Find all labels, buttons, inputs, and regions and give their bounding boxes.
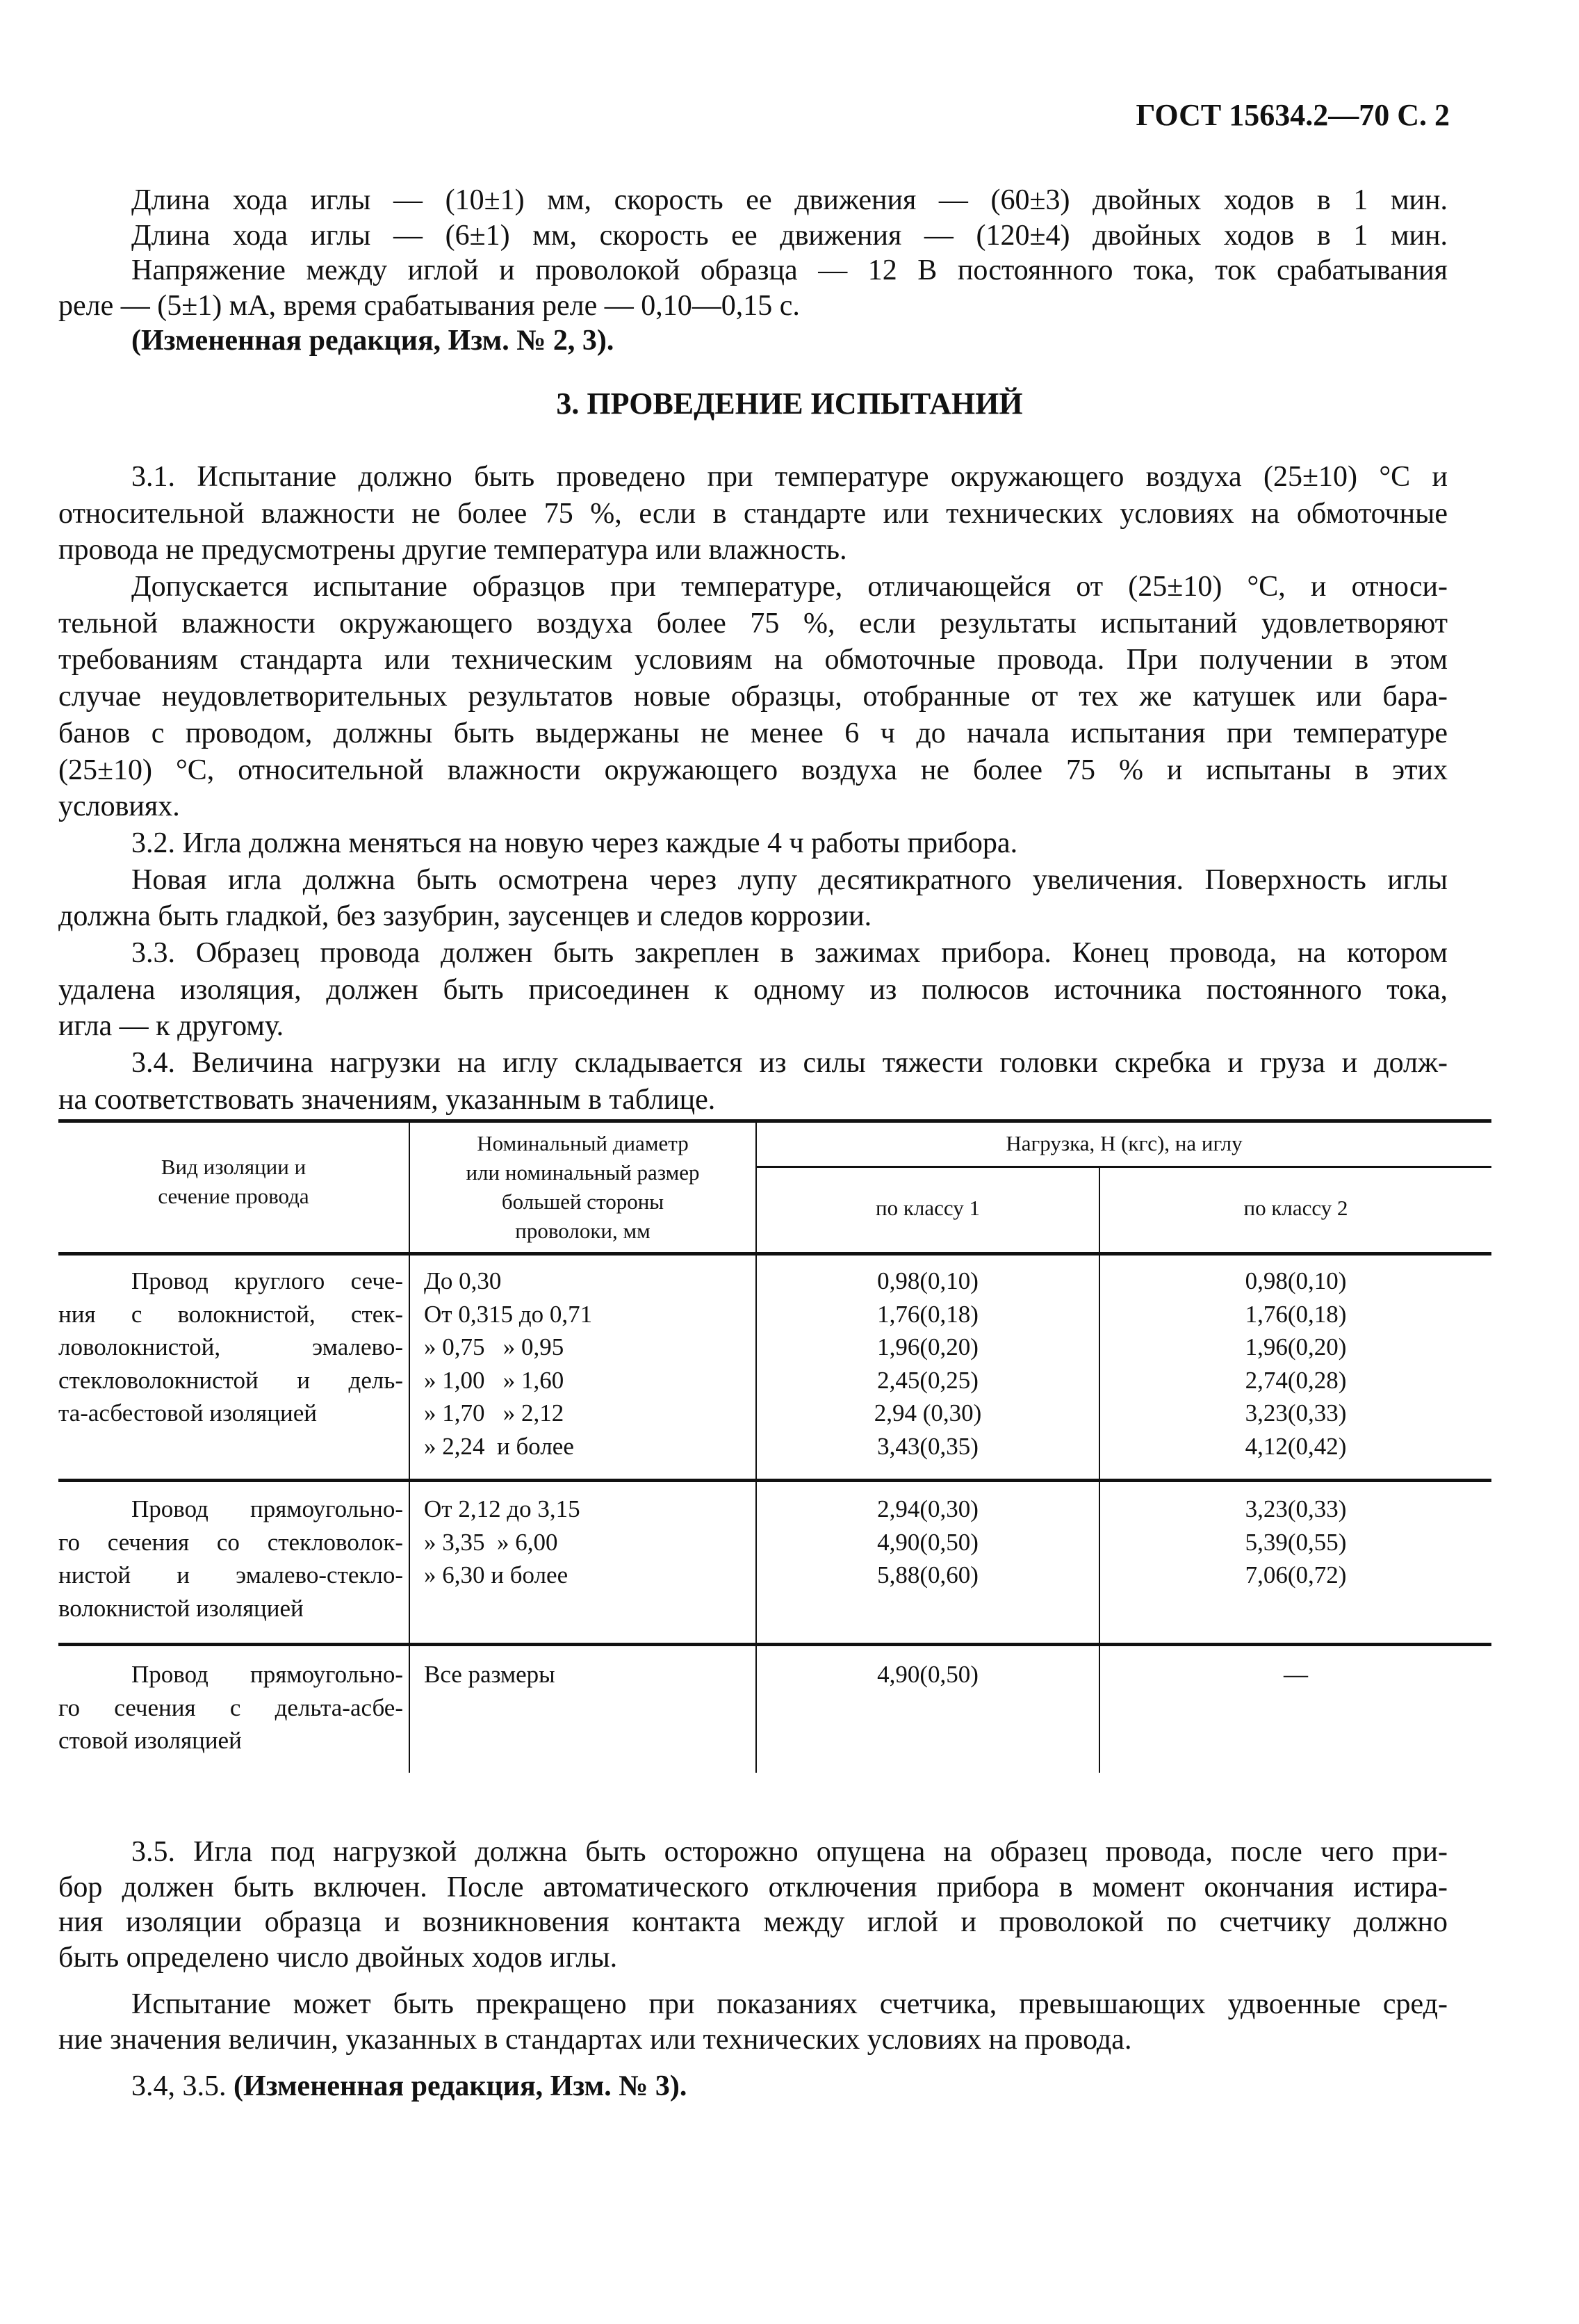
cell-insulation <box>58 1493 403 1625</box>
cell-line: нистой и эмалево-стекло- <box>58 1561 403 1589</box>
cell-line: ловолокнистой, эмалево- <box>58 1333 403 1361</box>
cell-line: 2,94(0,30) <box>877 1495 979 1522</box>
paragraph <box>58 825 1448 862</box>
paragraph <box>58 1987 1448 2057</box>
table-rule <box>756 1166 1491 1168</box>
header-load: Нагрузка, Н (кгс), на иглу <box>1006 1131 1243 1155</box>
text-line: 3.4. Величина нагрузки на иглу складывается из силы тяжести головки скребка и груза и долж- <box>131 1047 1448 1079</box>
text-line: требованиям стандарта или техническим условиям на обмоточные провода. При получении в этом <box>58 644 1448 676</box>
cell-line: » 2,24 и более <box>424 1432 574 1460</box>
cell-line: » 6,30 и более <box>424 1561 568 1589</box>
cell-line: » 1,70 » 2,12 <box>424 1399 564 1427</box>
cell-class1 <box>757 1493 1099 1592</box>
text-line: Длина хода иглы — (10±1) мм, скорость ее движения — (60±3) двойных ходов в 1 мин. <box>131 184 1448 216</box>
table-rule <box>58 1643 1491 1646</box>
text-line: реле — (5±1) мА, время срабатывания реле — 0,10—0,15 с. <box>58 289 800 322</box>
header-line: сечение провода <box>158 1184 309 1208</box>
header-diameter <box>410 1129 755 1246</box>
paragraph <box>58 1835 1448 1975</box>
cell-line: 2,45(0,25) <box>877 1366 979 1394</box>
header-line: Вид изоляции и <box>161 1155 306 1179</box>
page-header: ГОСТ 15634.2—70 С. 2 <box>1136 98 1450 132</box>
amendment-note: (Измененная редакция, Изм. № 3). <box>234 2070 687 2102</box>
table-rule <box>58 1479 1491 1482</box>
text-line: (25±10) °С, относительной влажности окружающего воздуха не более 75 % и испытаны в этих <box>58 754 1448 786</box>
cell-line: От 2,12 до 3,15 <box>424 1495 580 1522</box>
paragraph <box>58 1045 1448 1118</box>
cell-line: 4,90(0,50) <box>877 1528 979 1556</box>
paragraph <box>58 569 1448 825</box>
cell-line: 5,88(0,60) <box>877 1561 979 1589</box>
table-rule <box>58 1252 1491 1256</box>
cell-line: От 0,315 до 0,71 <box>424 1300 593 1328</box>
cell-line: — <box>1284 1661 1308 1688</box>
section-body <box>58 459 1448 1118</box>
cell-class2 <box>1100 1265 1491 1463</box>
text-line: условиях. <box>58 790 180 823</box>
header-insulation <box>58 1153 409 1211</box>
text-line: 3.2. Игла должна меняться на новую через каждые 4 ч работы прибора. <box>131 827 1018 859</box>
cell-line: 4,90(0,50) <box>877 1661 979 1688</box>
paragraph <box>58 862 1448 935</box>
text-line: относительной влажности не более 75 %, если в стандарте или технических условиях на обмоточные <box>58 497 1448 530</box>
cell-insulation <box>58 1658 403 1757</box>
cell-line: Провод прямоугольно- <box>131 1495 403 1522</box>
section-body-continued <box>58 1835 1448 2104</box>
cell-line: 0,98(0,10) <box>1245 1267 1347 1294</box>
text-line: ние значения величин, указанных в стандартах или технических условиях на провода. <box>58 2023 1132 2056</box>
text-line: банов с проводом, должны быть выдержаны не менее 6 ч до начала испытания при температуре <box>58 717 1448 749</box>
cell-line: 3,23(0,33) <box>1245 1399 1347 1427</box>
paragraph <box>58 935 1448 1045</box>
header-line: большей стороны <box>501 1189 664 1214</box>
text-line: должна быть гладкой, без зазубрин, заусенцев и следов коррозии. <box>58 900 872 933</box>
text-line: провода не предусмотрены другие температура или влажность. <box>58 534 847 567</box>
cell-line: стекловолокнистой и дель- <box>58 1366 403 1394</box>
section-refs: 3.4, 3.5. <box>131 2070 234 2102</box>
text-line: случае неудовлетворительных результатов новые образцы, отобранные от тех же катушек или бара- <box>58 681 1448 713</box>
cell-line: го сечения с дельта-асбе- <box>58 1693 403 1721</box>
cell-line: Провод круглого сече- <box>131 1267 403 1294</box>
cell-class1 <box>757 1265 1099 1463</box>
cell-line: » 1,00 » 1,60 <box>424 1366 564 1394</box>
cell-line: » 0,75 » 0,95 <box>424 1333 564 1361</box>
cell-sizes <box>424 1493 751 1592</box>
cell-line: та-асбестовой изоляцией <box>58 1399 317 1427</box>
text-line: 3.5. Игла под нагрузкой должна быть осторожно опущена на образец провода, после чего при- <box>131 1836 1448 1868</box>
text-line: бор должен быть включен. После автоматического отключения прибора в момент окончания истира- <box>58 1871 1448 1903</box>
text-line: тельной влажности окружающего воздуха более 75 %, если результаты испытаний удовлетворяют <box>58 607 1448 640</box>
header-line: или номинальный размер <box>466 1160 700 1185</box>
cell-line: 7,06(0,72) <box>1245 1561 1347 1589</box>
text-line: Допускается испытание образцов при температуре, отличающейся от (25±10) °С, и относи- <box>131 571 1448 603</box>
cell-line: 1,76(0,18) <box>877 1300 979 1328</box>
cell-class2 <box>1100 1493 1491 1592</box>
cell-line: » 3,35 » 6,00 <box>424 1528 558 1556</box>
text-line: игла — к другому. <box>58 1010 284 1043</box>
cell-line: 1,76(0,18) <box>1245 1300 1347 1328</box>
cell-line: Провод прямоугольно- <box>131 1661 403 1688</box>
text-line: Напряжение между иглой и проволокой образца — 12 В постоянного тока, ток срабатывания <box>131 254 1448 286</box>
amendment-note: (Измененная редакция, Изм. № 2, 3). <box>131 325 614 357</box>
cell-line: ния с волокнистой, стек- <box>58 1300 403 1328</box>
text-line: 3.3. Образец провода должен быть закреплен в зажимах прибора. Конец провода, на котором <box>131 936 1448 969</box>
cell-sizes <box>424 1265 751 1463</box>
header-class1: по классу 1 <box>876 1196 980 1220</box>
header-class2: по классу 2 <box>1243 1196 1348 1220</box>
table-rule <box>58 1119 1491 1123</box>
paragraph <box>58 2069 1448 2104</box>
cell-line: 1,96(0,20) <box>877 1333 979 1361</box>
text-line: ния изоляции образца и возникновения контакта между иглой и проволокой по счетчику должно <box>58 1906 1448 1938</box>
text-line: Новая игла должна быть осмотрена через лупу десятикратного увеличения. Поверхность иглы <box>131 863 1448 896</box>
cell-sizes <box>424 1658 751 1691</box>
text-line: на соответствовать значениям, указанным в таблице. <box>58 1083 716 1116</box>
text-line: Длина хода иглы — (6±1) мм, скорость ее движения — (120±4) двойных ходов в 1 мин. <box>131 219 1448 252</box>
text-line: Испытание может быть прекращено при показаниях счетчика, превышающих удвоенные сред- <box>131 1988 1448 2020</box>
paragraph <box>58 459 1448 569</box>
text-line: 3.1. Испытание должно быть проведено при температуре окружающего воздуха (25±10) °С и <box>131 461 1448 493</box>
header-line: Номинальный диаметр <box>477 1131 689 1155</box>
cell-line: 0,98(0,10) <box>877 1267 979 1294</box>
text-line: удалена изоляция, должен быть присоединен к одному из полюсов источника постоянного тока, <box>58 973 1448 1006</box>
text-line: быть определено число двойных ходов иглы. <box>58 1941 618 1974</box>
cell-line: 5,39(0,55) <box>1245 1528 1347 1556</box>
header-line: проволоки, мм <box>515 1219 651 1243</box>
cell-line: 1,96(0,20) <box>1245 1333 1347 1361</box>
cell-line: 2,74(0,28) <box>1245 1366 1347 1394</box>
cell-insulation <box>58 1265 403 1430</box>
cell-line: го сечения со стекловолок- <box>58 1528 403 1556</box>
cell-line: До 0,30 <box>424 1267 502 1294</box>
cell-line: 2,94 (0,30) <box>874 1399 982 1427</box>
cell-line: 3,43(0,35) <box>877 1432 979 1460</box>
cell-line: 4,12(0,42) <box>1245 1432 1347 1460</box>
cell-class2 <box>1100 1658 1491 1691</box>
load-table <box>58 1119 1491 1773</box>
cell-class1 <box>757 1658 1099 1691</box>
section-heading: 3. ПРОВЕДЕНИЕ ИСПЫТАНИЙ <box>556 387 1023 421</box>
cell-line: 3,23(0,33) <box>1245 1495 1347 1522</box>
intro-text <box>58 183 1448 359</box>
cell-line: волокнистой изоляцией <box>58 1594 304 1622</box>
cell-line: стовой изоляцией <box>58 1727 242 1755</box>
text-line <box>58 2069 1448 2104</box>
cell-line: Все размеры <box>424 1661 555 1688</box>
